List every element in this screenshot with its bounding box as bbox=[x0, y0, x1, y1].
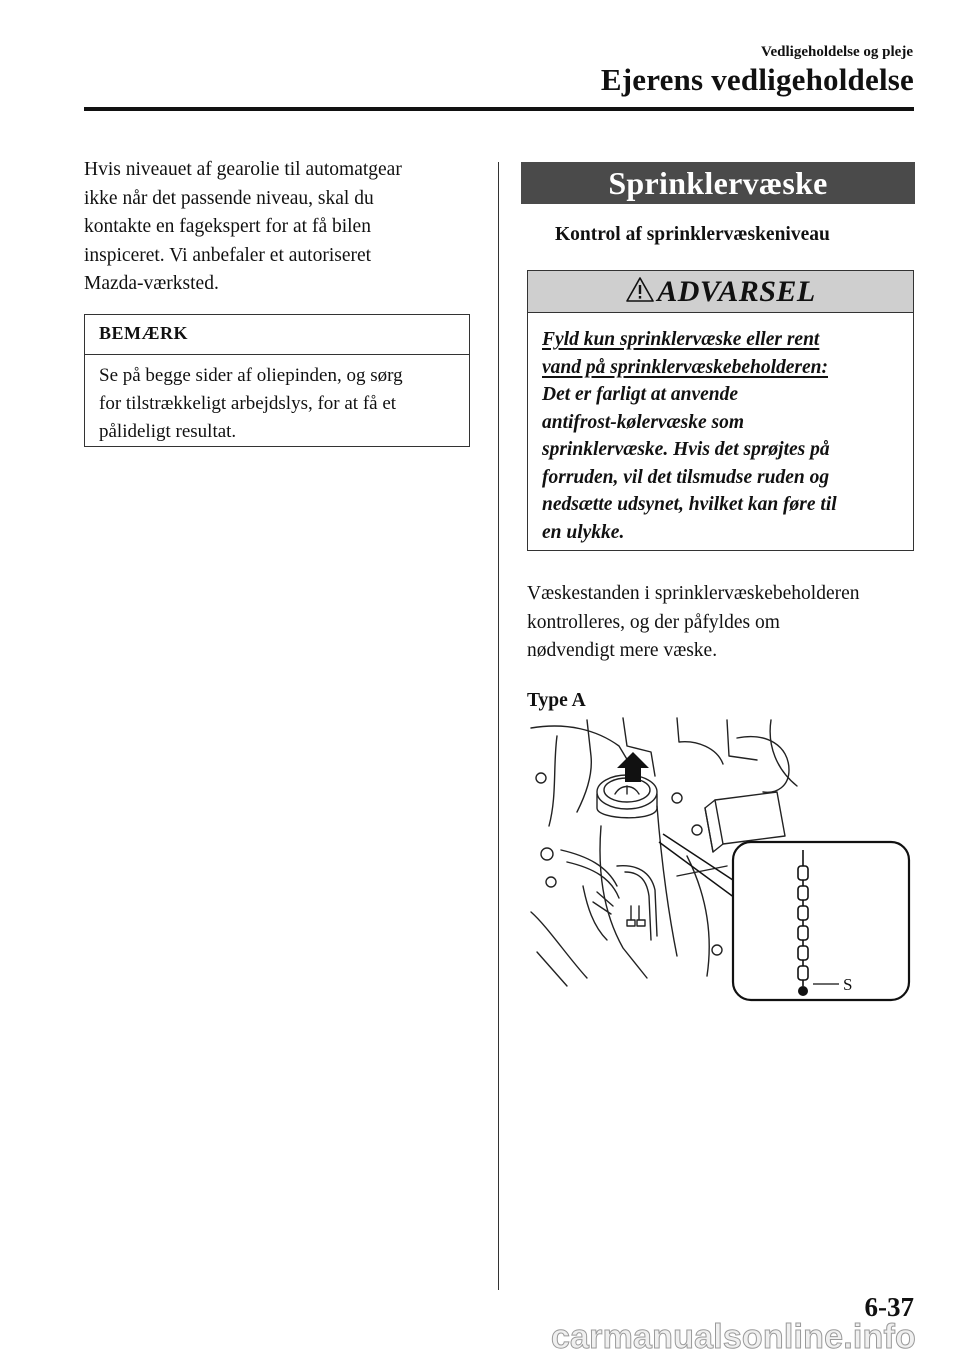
text-line: Mazda-værksted. bbox=[84, 273, 219, 294]
text-line: antifrost-kølervæske som bbox=[542, 411, 745, 433]
text-line: Hvis niveauet af gearolie til automatgear bbox=[84, 159, 402, 180]
warning-header bbox=[528, 271, 913, 313]
header-section-label: Vedligeholdelse og pleje bbox=[761, 44, 913, 60]
text-line: sprinklervæske. Hvis det sprøjtes på bbox=[542, 439, 830, 460]
warning-triangle-icon bbox=[625, 276, 655, 303]
callout-label: S bbox=[843, 975, 853, 994]
header-rule bbox=[84, 107, 914, 111]
text-line: kontrolleres, og der påfyldes om bbox=[527, 611, 780, 633]
type-label: Type A bbox=[527, 690, 586, 711]
text-line: nedsætte udsynet, hvilket kan føre til bbox=[542, 494, 837, 515]
warning-box bbox=[527, 270, 914, 551]
text-line: inspiceret. Vi anbefaler et autoriseret bbox=[84, 244, 372, 266]
section-title-bar: Sprinklervæske bbox=[521, 162, 915, 204]
watermark: carmanualsonline.info bbox=[550, 1318, 916, 1356]
left-paragraph bbox=[84, 156, 474, 299]
right-paragraph bbox=[527, 580, 917, 666]
note-box bbox=[84, 314, 470, 447]
warning-underlined-line: Fyld kun sprinklervæske eller rent bbox=[542, 329, 820, 350]
text-line: pålideligt resultat. bbox=[99, 421, 237, 442]
text-line: Væskestanden i sprinklervæskebeholderen bbox=[527, 583, 860, 604]
warning-body bbox=[528, 313, 913, 546]
text-line: for tilstrækkeligt arbejdslys, for at få et bbox=[99, 393, 397, 414]
text-line: ikke når det passende niveau, skal du bbox=[84, 187, 374, 209]
washer-reservoir-illustration bbox=[527, 716, 915, 1006]
text-line: kontakte en fagekspert for at få bilen bbox=[84, 216, 371, 237]
note-body bbox=[85, 355, 469, 453]
note-heading: BEMÆRK bbox=[85, 315, 469, 355]
text-line: Det er farligt at anvende bbox=[542, 384, 739, 405]
text-line: en ulykke. bbox=[542, 521, 625, 543]
warning-underlined-line: vand på sprinklervæskebeholderen: bbox=[542, 356, 828, 378]
page-number: 6-37 bbox=[864, 1292, 914, 1322]
warning-title: ADVARSEL bbox=[657, 275, 816, 308]
text-line: Se på begge sider af oliepinden, og sørg bbox=[99, 365, 403, 386]
text-line: nødvendigt mere væske. bbox=[527, 640, 718, 661]
text-line: forruden, vil det tilsmudse ruden og bbox=[542, 466, 830, 488]
header-title: Ejerens vedligeholdelse bbox=[600, 62, 914, 97]
subheading: Kontrol af sprinklervæskeniveau bbox=[555, 224, 830, 245]
column-divider bbox=[498, 162, 499, 1290]
